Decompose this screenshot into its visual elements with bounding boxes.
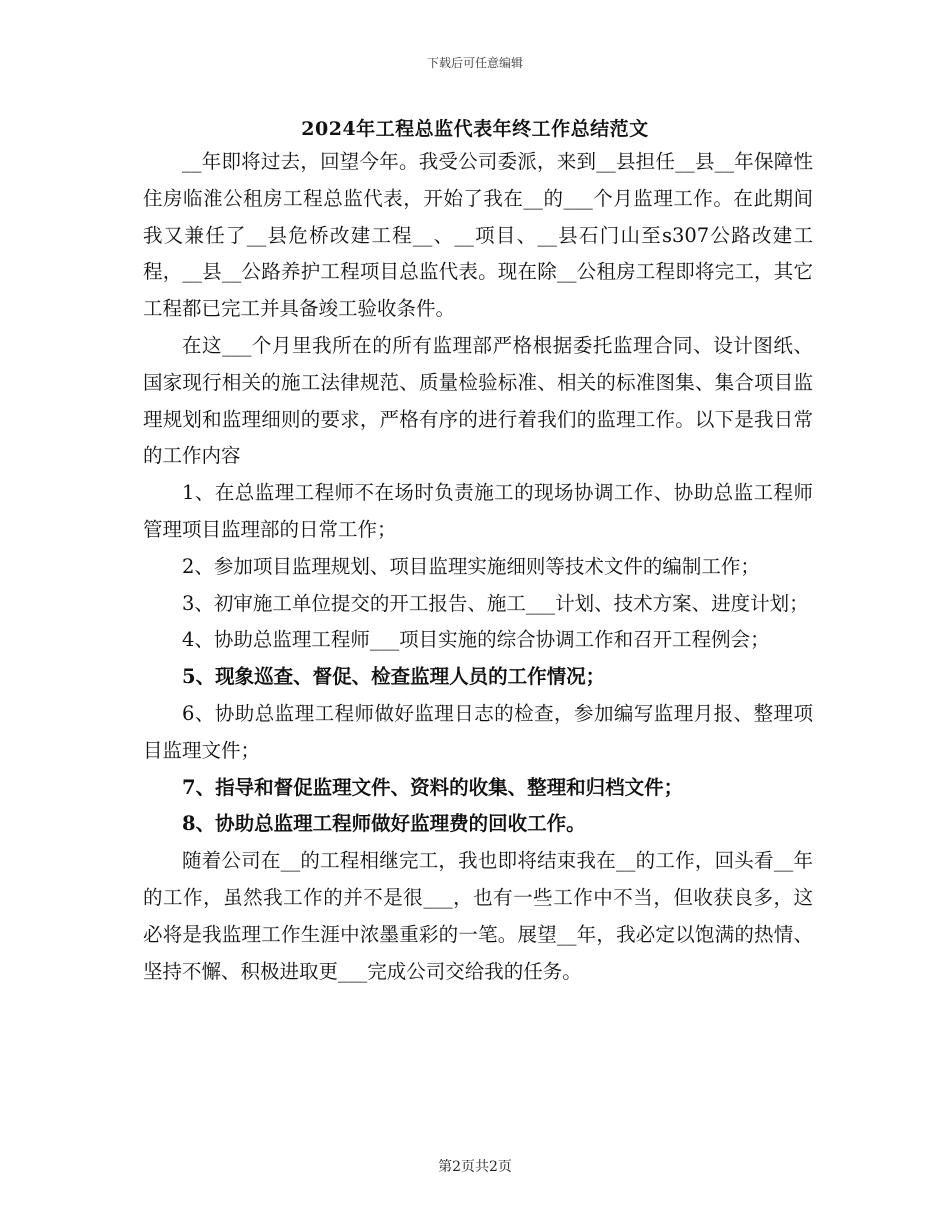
list-item-1: 1、在总监理工程师不在场时负责施工的现场协调工作、协助总监工程师管理项目监理部的日常工作； — [143, 481, 813, 541]
page-footer: 第2页共2页 — [438, 1159, 512, 1175]
document-body — [143, 144, 813, 990]
list-item-7: 7、指导和督促监理文件、资料的收集、整理和归档文件； — [182, 775, 684, 799]
list-item-5: 5、现象巡查、督促、检查监理人员的工作情况； — [182, 665, 606, 689]
list-item-6: 6、协助总监理工程师做好监理日志的检查，参加编写监理月报、整理项目监理文件； — [143, 701, 813, 762]
paragraph-intro: __年即将过去，回望今年。我受公司委派，来到__县担任__县__年保障性住房临淮公租房工程总监代表，开始了我在__的___个月监理工作。在此期间我又兼任了__县危桥改建工程__、__项目、__县石门山至s307公路改建工程，__县__公路养护工程项目总监代表。现在除__公租房工程即将完工，其它工程都已完工并具备竣工验收条件。 — [143, 150, 813, 321]
paragraph-work-overview: 在这___个月里我所在的所有监理部严格根据委托监理合同、设计图纸、国家现行相关的施工法律规范、质量检验标准、相关的标准图集、集合项目监理规划和监理细则的要求，严格有序的进行着我们的监理工作。以下是我日常的工作内容 — [143, 333, 813, 468]
list-item-2: 2、参加项目监理规划、项目监理实施细则等技术文件的编制工作； — [182, 554, 760, 578]
document-title: 2024年工程总监代表年终工作总结范文 — [301, 118, 649, 140]
header-note: 下载后可任意编辑 — [426, 56, 523, 70]
list-item-8: 8、协助总监理工程师做好监理费的回收工作。 — [182, 812, 586, 836]
list-item-4: 4、协助总监理工程师___项目实施的综合协调工作和召开工程例会； — [182, 628, 770, 652]
list-item-3: 3、初审施工单位提交的开工报告、施工___计划、技术方案、进度计划； — [182, 591, 809, 615]
paragraph-conclusion: 随着公司在__的工程相继完工，我也即将结束我在__的工作，回头看__年的工作，虽然我工作的并不是很___，也有一些工作中不当，但收获良多，这必将是我监理工作生涯中浓墨重彩的一笔。展望__年，我必定以饱满的热情、坚持不懈、积极进取更___完成公司交给我的任务。 — [143, 849, 813, 983]
